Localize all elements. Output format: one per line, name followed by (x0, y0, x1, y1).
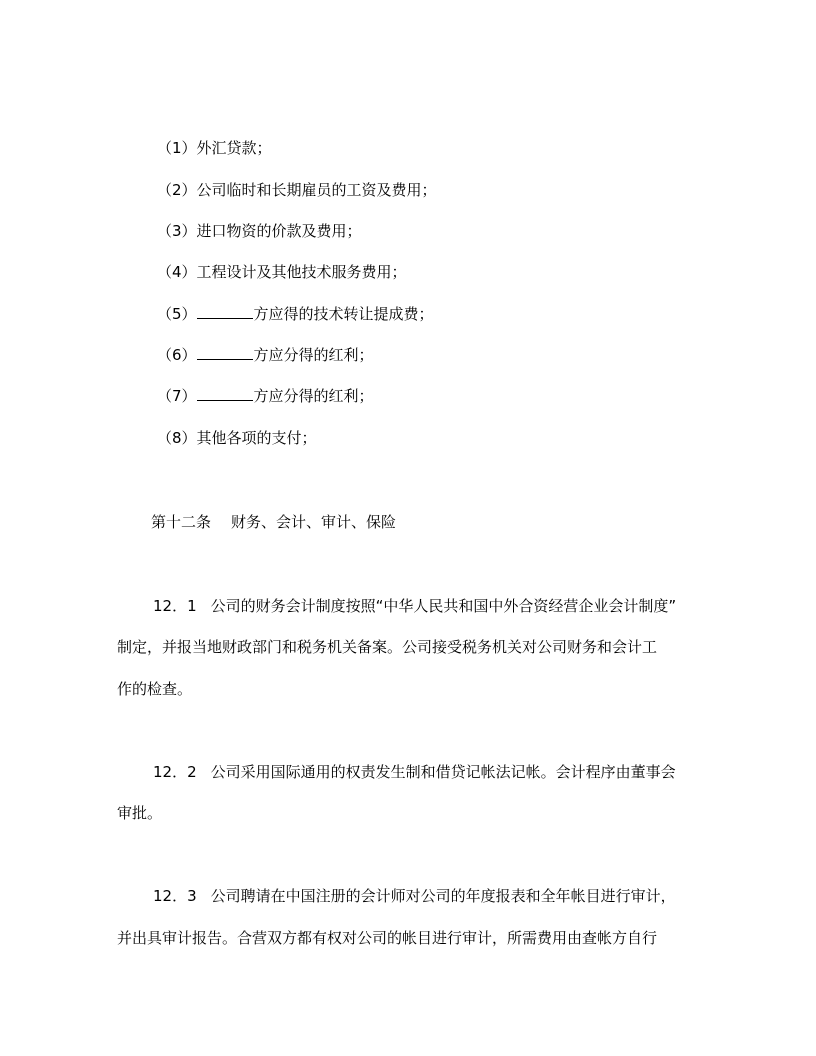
section-number: 第十二条 (151, 513, 212, 531)
list-item-text: 外汇贷款； (196, 139, 272, 157)
list-item-number: （1） (157, 139, 197, 157)
list-item (157, 428, 317, 448)
list-item-number: （6） (157, 346, 197, 364)
clause-text: 公司的财务会计制度按照“中华人民共和国中外合资经营企业会计制度” (210, 597, 677, 615)
list-item-text: 其他各项的支付； (196, 429, 317, 447)
list-item (157, 345, 374, 365)
clause-12-1-line-3 (117, 679, 192, 699)
clause-text: 制定，并报当地财政部门和税务机关备案。公司接受税务机关对公司财务和会计工 (117, 638, 658, 656)
list-item-number: （4） (157, 263, 197, 281)
clause-12-2-line-2 (117, 803, 162, 823)
clause-12-1-line-2 (117, 637, 657, 657)
clause-text: 公司采用国际通用的权责发生制和借贷记帐法记帐。会计程序由董事会 (210, 763, 676, 781)
list-item-number: （5） (157, 305, 197, 323)
section-heading (151, 512, 396, 532)
list-item (157, 262, 407, 282)
section-title: 财务、会计、审计、保险 (231, 513, 397, 531)
fill-in-blank (197, 386, 253, 401)
list-item-number: （2） (157, 181, 197, 199)
list-item-number: （7） (157, 387, 197, 405)
list-item (157, 180, 437, 200)
clause-12-1-line-1 (153, 596, 676, 616)
list-item-text: 方应得的技术转让提成费； (253, 305, 434, 323)
list-item (157, 221, 362, 241)
clause-text: 作的检查。 (117, 680, 193, 698)
list-item-number: （8） (157, 429, 197, 447)
clause-text: 公司聘请在中国注册的会计师对公司的年度报表和全年帐目进行审计， (210, 887, 676, 905)
clause-12-3-line-1 (153, 886, 676, 906)
list-item-text: 公司临时和长期雇员的工资及费用； (196, 181, 437, 199)
list-item-number: （3） (157, 222, 197, 240)
clause-12-2-line-1 (153, 762, 676, 782)
list-item (157, 386, 374, 406)
list-item (157, 304, 434, 324)
list-item-text: 进口物资的价款及费用； (196, 222, 362, 240)
list-item (157, 138, 272, 158)
clause-text: 审批。 (117, 804, 163, 822)
clause-number: 12．3 (153, 887, 197, 905)
clause-12-3-line-2 (117, 928, 657, 948)
clause-text: 并出具审计报告。合营双方都有权对公司的帐目进行审计，所需费用由查帐方自行 (117, 929, 658, 947)
list-item-text: 方应分得的红利； (253, 346, 374, 364)
list-item-text: 方应分得的红利； (253, 387, 374, 405)
clause-number: 12．1 (153, 597, 197, 615)
list-item-text: 工程设计及其他技术服务费用； (196, 263, 407, 281)
fill-in-blank (197, 304, 253, 319)
fill-in-blank (197, 345, 253, 360)
clause-number: 12．2 (153, 763, 197, 781)
